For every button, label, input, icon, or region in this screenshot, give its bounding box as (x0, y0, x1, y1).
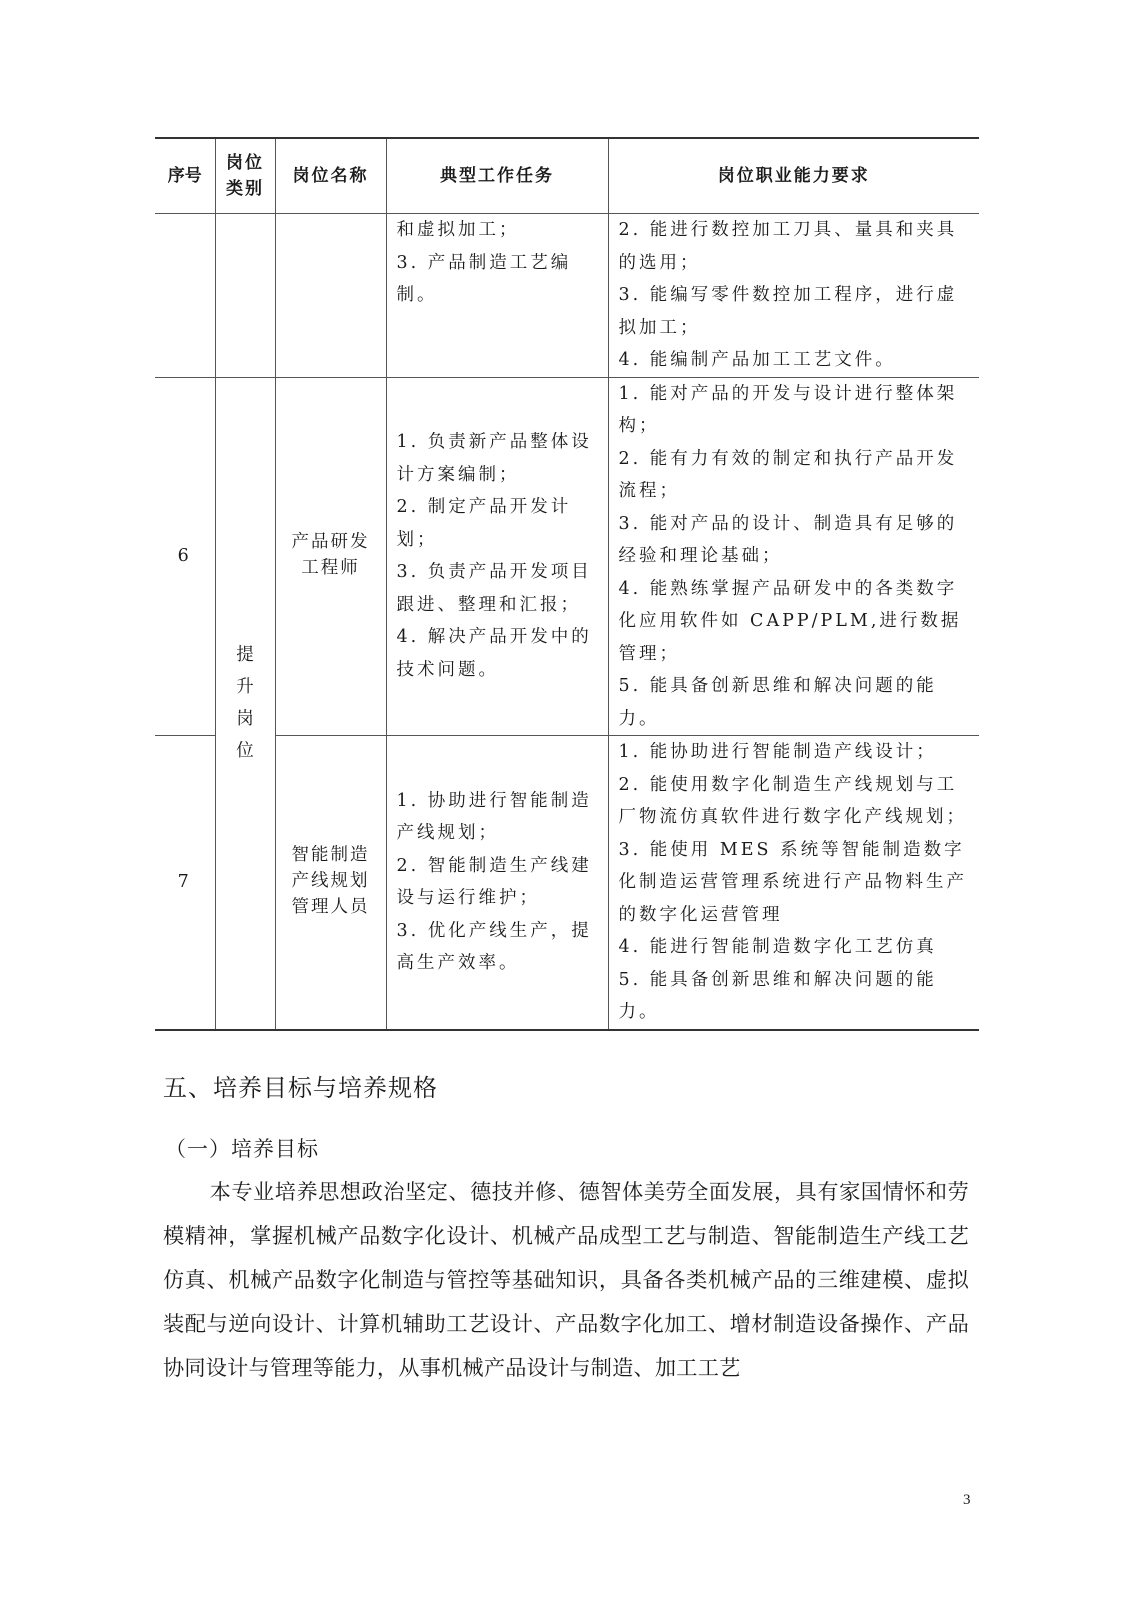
cell-index-empty (155, 214, 215, 378)
cell-category (215, 377, 275, 1030)
header-category: 岗位类别 (215, 138, 275, 214)
page-number: 3 (963, 1492, 971, 1508)
header-requirements: 岗位职业能力要求 (608, 138, 979, 214)
requirement-item: 4. 能编制产品加工工艺文件。 (618, 350, 896, 370)
task-item: 2. 智能制造生产线建设与运行维护； (396, 855, 592, 909)
requirement-item: 4. 能熟练掌握产品研发中的各类数字化应用软件如 CAPP/PLM,进行数据管理； (618, 578, 962, 664)
requirement-item: 3. 能使用 MES 系统等智能制造数字化制造运营管理系统进行产品物料生产的数字化运营管理 (618, 839, 967, 925)
position-name: 产品研发工程师 (291, 531, 370, 578)
table-header-row (155, 138, 979, 214)
requirement-item: 3. 能对产品的设计、制造具有足够的经验和理论基础； (618, 513, 958, 566)
category-label: 提升岗位 (236, 644, 254, 761)
requirement-item: 3. 能编写零件数控加工程序，进行虚拟加工； (618, 285, 958, 338)
table-row (155, 377, 979, 736)
cell-category-empty (215, 214, 275, 378)
task-item: 1. 负责新产品整体设计方案编制； (396, 432, 592, 485)
sub-heading: （一）培养目标 (165, 1137, 319, 1161)
job-requirements-table (155, 137, 979, 1031)
position-name: 智能制造产线规划管理人员 (291, 844, 370, 917)
header-position: 岗位名称 (275, 138, 386, 214)
requirement-item: 4. 能进行智能制造数字化工艺仿真 (618, 937, 937, 957)
requirement-item: 1. 能协助进行智能制造产线设计； (618, 742, 937, 762)
cell-index: 6 (155, 377, 215, 736)
cell-position (275, 736, 386, 1030)
section-heading: 五、培养目标与培养规格 (163, 1074, 438, 1102)
table-row-continuation (155, 214, 979, 378)
cell-index: 7 (155, 736, 215, 1030)
body-paragraph: 本专业培养思想政治坚定、德技并修、德智体美劳全面发展，具有家国情怀和劳模精神，掌握机械产品数字化设计、机械产品成型工艺与制造、智能制造生产线工艺仿真、机械产品数字化制造与管控等基础知识，具备各类机械产品的三维建模、虚拟装配与逆向设计、计算机辅助工艺设计、产品数字化加工、增材制造设备操作、产品协同设计与管理等能力，从事机械产品设计与制造、加工工艺 (163, 1179, 969, 1380)
cell-requirements-continuation (608, 214, 979, 378)
task-item: 1. 协助进行智能制造产线规划； (396, 790, 592, 844)
cell-requirements (608, 736, 979, 1030)
requirement-item: 1. 能对产品的开发与设计进行整体架构； (618, 383, 958, 436)
cell-tasks (386, 377, 608, 736)
task-item: 3. 产品制造工艺编制。 (396, 252, 572, 305)
cell-requirements (608, 377, 979, 736)
task-item: 3. 负责产品开发项目跟进、整理和汇报； (396, 562, 592, 615)
header-index: 序号 (155, 138, 215, 214)
table-row (155, 736, 979, 1030)
cell-tasks (386, 736, 608, 1030)
cell-position-empty (275, 214, 386, 378)
task-item: 2. 制定产品开发计划； (396, 497, 572, 550)
requirement-item: 5. 能具备创新思维和解决问题的能力。 (618, 676, 937, 729)
cell-position (275, 377, 386, 736)
cell-tasks-continuation (386, 214, 608, 378)
requirement-item: 2. 能进行数控加工刀具、量具和夹具的选用； (618, 220, 958, 273)
header-tasks: 典型工作任务 (386, 138, 608, 214)
task-item: 3. 优化产线生产，提高生产效率。 (396, 920, 592, 974)
task-item: 和虚拟加工； (396, 220, 520, 240)
requirement-item: 2. 能使用数字化制造生产线规划与工厂物流仿真软件进行数字化产线规划； (618, 774, 967, 827)
requirement-item: 5. 能具备创新思维和解决问题的能力。 (618, 969, 937, 1022)
requirement-item: 2. 能有力有效的制定和执行产品开发流程； (618, 448, 958, 501)
task-item: 4. 解决产品开发中的技术问题。 (396, 627, 592, 680)
